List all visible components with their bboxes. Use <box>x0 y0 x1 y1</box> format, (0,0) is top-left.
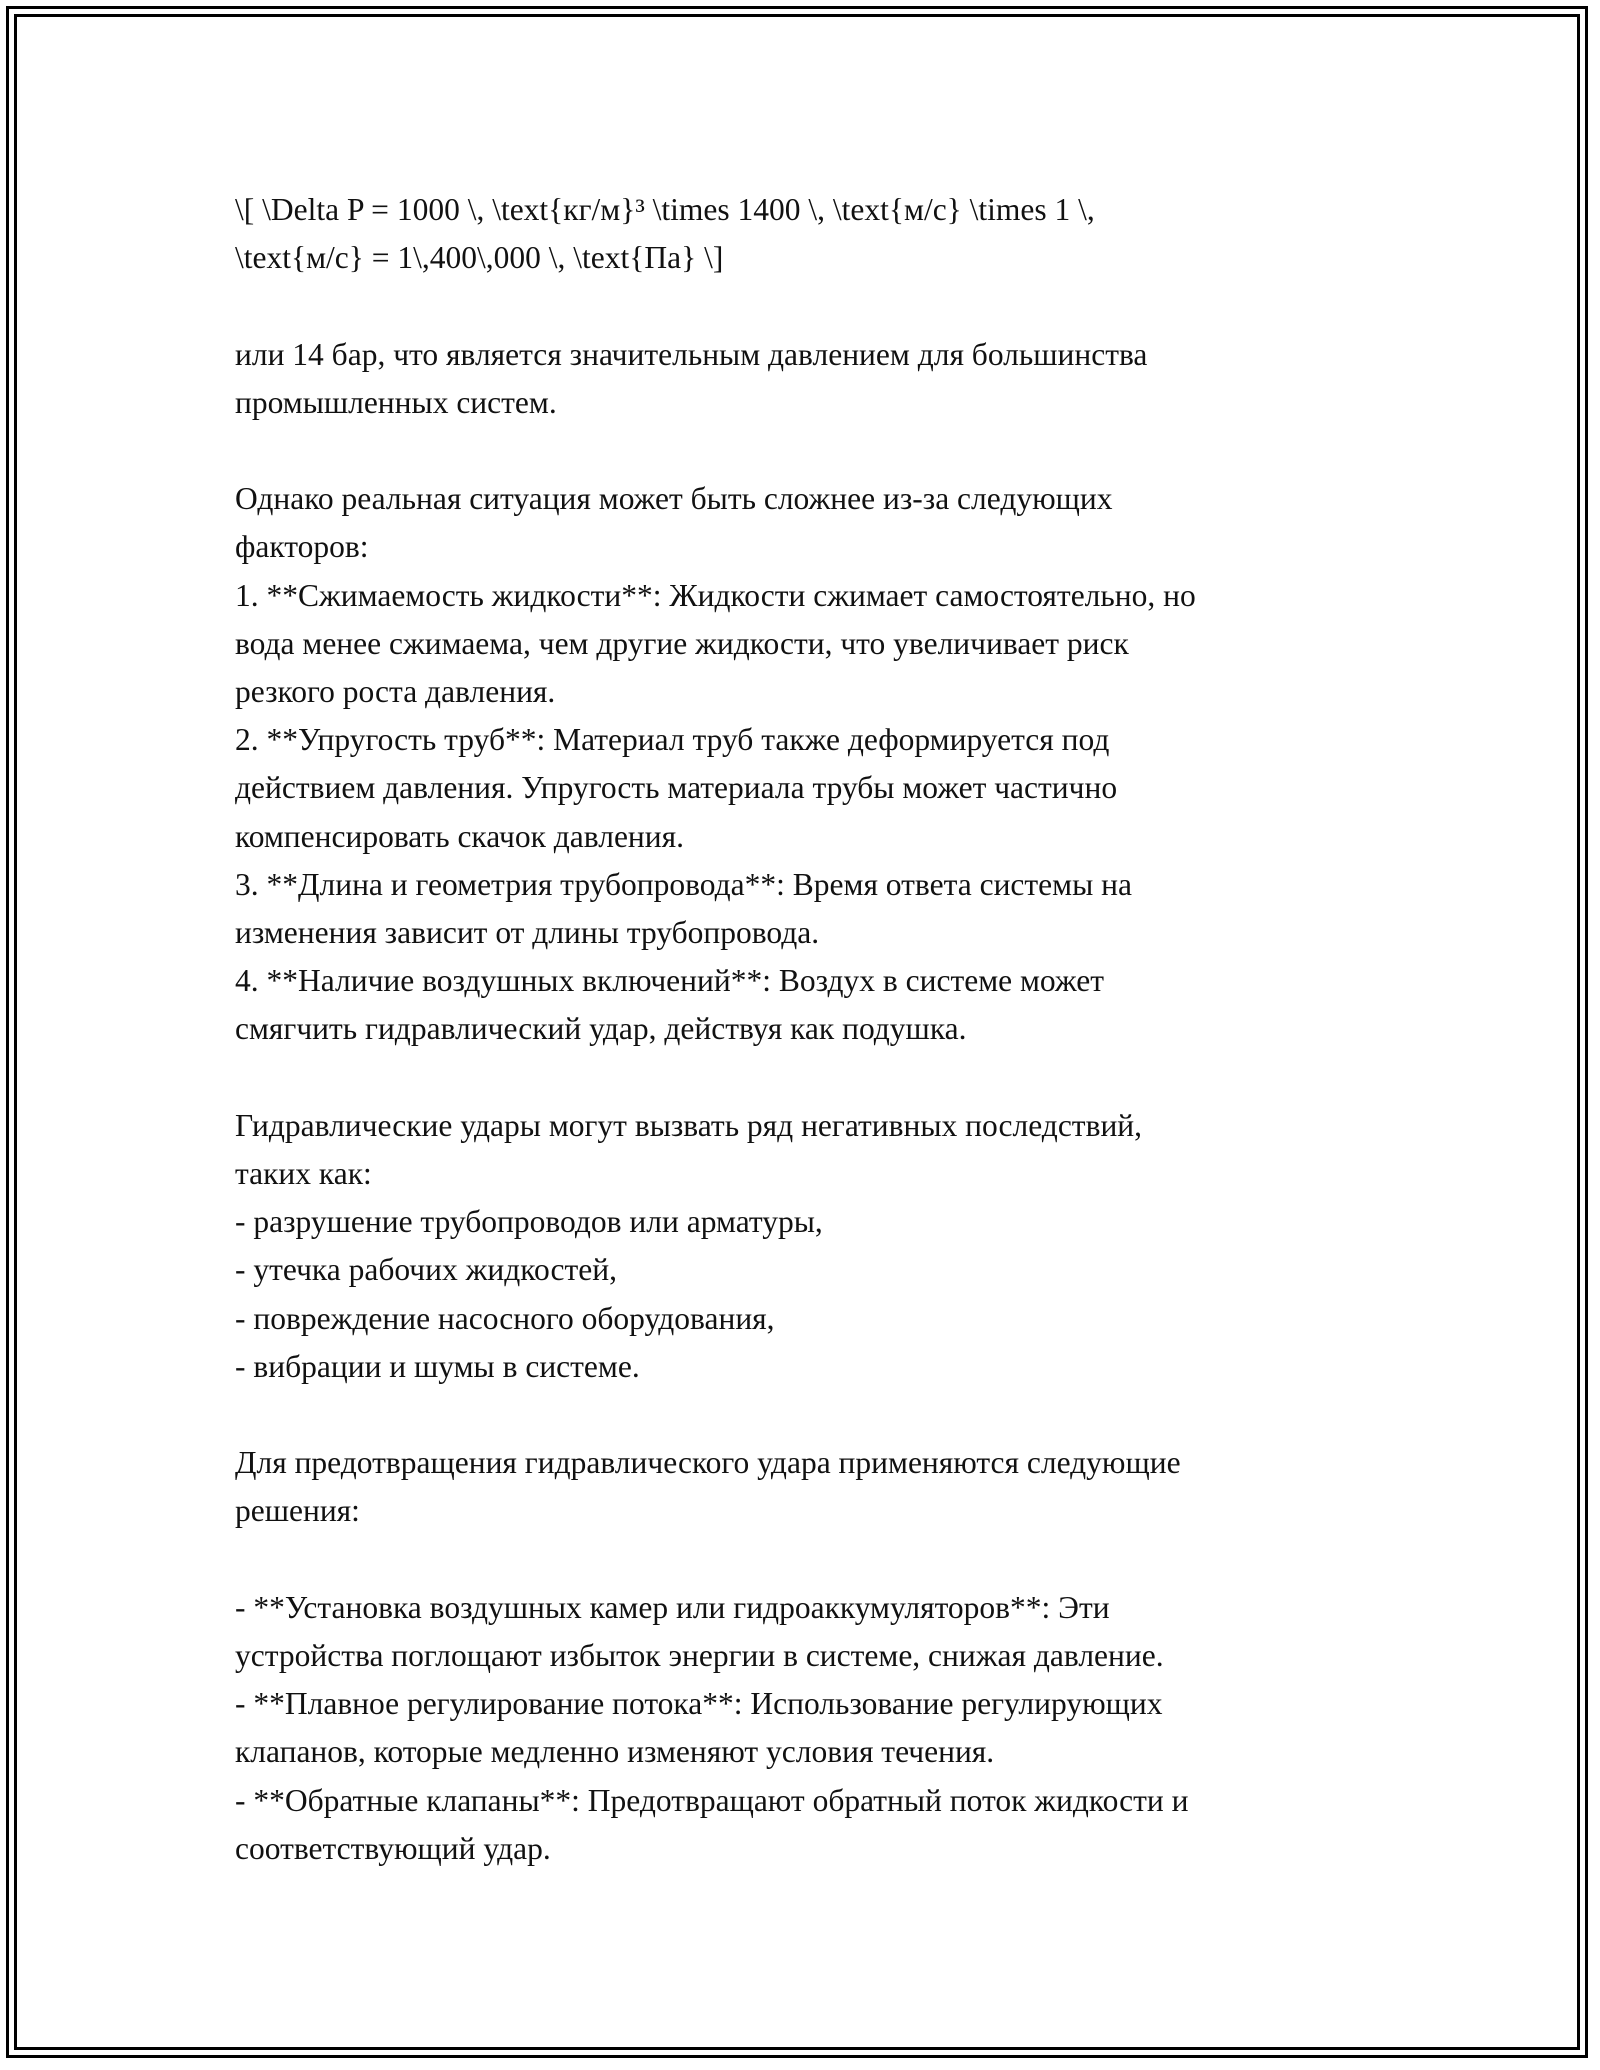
text-line: клапанов, которые медленно изменяют условия течения. <box>235 1734 995 1770</box>
result-paragraph <box>235 331 1385 427</box>
text-line: промышленных систем. <box>235 384 557 420</box>
text-line: Однако реальная ситуация может быть сложнее из-за следующих <box>235 481 1113 517</box>
list-item: - разрушение трубопроводов или арматуры, <box>235 1204 823 1240</box>
text-line: решения: <box>235 1493 360 1529</box>
text-line: резкого роста давления. <box>235 674 556 709</box>
list-item: - **Плавное регулирование потока**: Использование регулирующих <box>235 1686 1163 1722</box>
list-item: - утечка рабочих жидкостей, <box>235 1252 617 1288</box>
text-line: устройства поглощают избыток энергии в системе, снижая давление. <box>235 1638 1164 1674</box>
text-line: \text{м/с} = 1\,400\,000 \, \text{Па} \] <box>235 240 724 276</box>
text-line: Гидравлические удары могут вызвать ряд негативных последствий, <box>235 1107 1143 1143</box>
consequences-paragraph <box>235 1102 1385 1391</box>
list-item: 1. **Сжимаемость жидкости**: Жидкости сжимает самостоятельно, но <box>235 577 1196 613</box>
text-line: или 14 бар, что является значительным давлением для большинства <box>235 336 1148 372</box>
list-item: 2. **Упругость труб**: Материал труб также деформируется под <box>235 722 1110 758</box>
text-line: компенсировать скачок давления. <box>235 818 684 854</box>
document-body <box>235 186 1385 1873</box>
prevention-intro-paragraph <box>235 1439 1385 1535</box>
text-line: Для предотвращения гидравлического удара применяются следующие <box>235 1445 1181 1481</box>
factors-paragraph <box>235 475 1385 1053</box>
text-line: вода менее сжимаема, чем другие жидкости, что увеличивает риск <box>235 625 1129 661</box>
formula-paragraph <box>235 186 1385 282</box>
text-line: изменения зависит от длины трубопровода. <box>235 915 820 951</box>
text-line: \[ \Delta P = 1000 \, \text{кг/м}³ \times 1400 \, \text{м/с} \times 1 \, <box>235 192 1095 227</box>
text-line: факторов: <box>235 529 369 565</box>
list-item: 4. **Наличие воздушных включений**: Воздух в системе может <box>235 963 1104 999</box>
list-item: - **Установка воздушных камер или гидроаккумуляторов**: Эти <box>235 1589 1110 1625</box>
list-item: - **Обратные клапаны**: Предотвращают обратный поток жидкости и <box>235 1782 1189 1818</box>
text-line: смягчить гидравлический удар, действуя как подушка. <box>235 1011 967 1047</box>
solutions-paragraph <box>235 1584 1385 1873</box>
list-item: - повреждение насосного оборудования, <box>235 1300 775 1336</box>
text-line: соответствующий удар. <box>235 1830 551 1866</box>
list-item: - вибрации и шумы в системе. <box>235 1348 640 1384</box>
text-line: действием давления. Упругость материала трубы может частично <box>235 770 1118 806</box>
list-item: 3. **Длина и геометрия трубопровода**: Время ответа системы на <box>235 866 1132 902</box>
text-line: таких как: <box>235 1156 372 1192</box>
